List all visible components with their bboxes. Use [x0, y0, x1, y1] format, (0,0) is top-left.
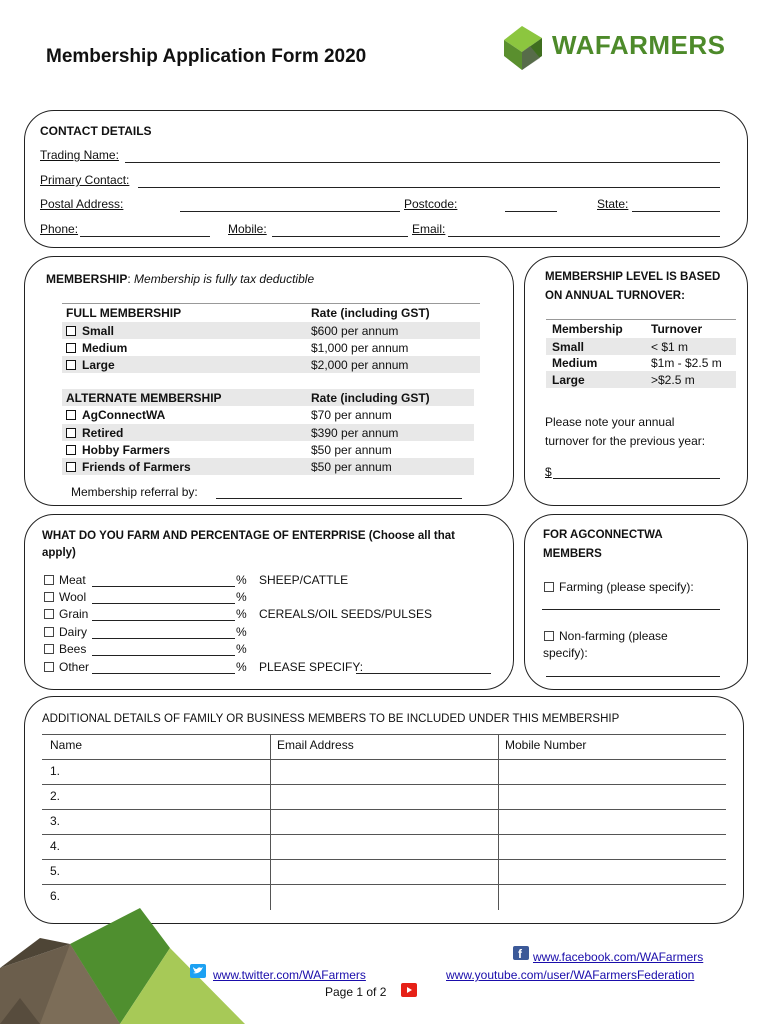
alt-rate-retired: $390 per annum [311, 426, 399, 440]
checkbox-icon[interactable] [544, 582, 554, 592]
additional-heading: ADDITIONAL DETAILS OF FAMILY OR BUSINESS MEMBERS TO BE INCLUDED UNDER THIS MEMBERSHIP [42, 713, 620, 725]
col-mobile: Mobile Number [505, 738, 587, 752]
level-row-small: Small [552, 340, 585, 354]
table-row[interactable]: 6. [50, 889, 61, 903]
alt-membership-header: ALTERNATE MEMBERSHIP [66, 391, 222, 405]
full-item-large[interactable]: Large [66, 358, 115, 372]
trading-name-label: Trading Name: [40, 148, 119, 162]
membership-heading-sep: : [127, 272, 131, 286]
full-rate-large: $2,000 per annum [311, 358, 409, 372]
level-turnover-large: >$2.5 m [651, 373, 695, 387]
farm-item-grain[interactable]: Grain [44, 607, 88, 621]
table-row[interactable]: 4. [50, 839, 61, 853]
col-name: Name [50, 738, 83, 752]
farm-item-other[interactable]: Other [44, 660, 89, 674]
email-field[interactable] [448, 236, 720, 237]
membership-heading-row [46, 272, 314, 286]
membership-note: Membership is fully tax deductible [134, 272, 315, 286]
youtube-icon[interactable] [401, 983, 417, 997]
turnover-note-1: Please note your annual [545, 415, 675, 429]
logo-text: WAFARMERS [552, 30, 726, 60]
checkbox-icon[interactable] [66, 428, 76, 438]
checkbox-icon[interactable] [66, 410, 76, 420]
alt-rate-friends-of-farmers: $50 per annum [311, 460, 392, 474]
full-membership-header: FULL MEMBERSHIP [66, 306, 182, 320]
table-row[interactable]: 3. [50, 814, 61, 828]
checkbox-icon[interactable] [44, 609, 54, 619]
farm-pct-bees[interactable] [92, 655, 235, 656]
table-row[interactable]: 1. [50, 764, 61, 778]
postal-address-field[interactable] [180, 211, 400, 212]
checkbox-icon[interactable] [44, 627, 54, 637]
percent-sign: % [236, 642, 247, 656]
percent-sign: % [236, 573, 247, 587]
state-label: State: [597, 197, 629, 211]
agconnect-nonfarming-2: specify): [543, 646, 588, 660]
agconnect-farming[interactable]: Farming (please specify): [544, 580, 694, 594]
full-rate-header: Rate (including GST) [311, 306, 430, 320]
sheep-cattle-label: SHEEP/CATTLE [259, 573, 349, 587]
page-title: Membership Application Form 2020 [46, 46, 367, 67]
referral-field[interactable] [216, 498, 462, 499]
level-turnover-small: < $1 m [651, 340, 689, 354]
percent-sign: % [236, 660, 247, 674]
phone-field[interactable] [80, 236, 210, 237]
svg-text:f: f [518, 947, 522, 960]
checkbox-icon[interactable] [544, 631, 554, 641]
twitter-icon[interactable] [190, 964, 206, 978]
agconnect-heading-1: FOR AGCONNECTWA [543, 529, 663, 541]
phone-label: Phone: [40, 222, 79, 236]
farm-pct-meat[interactable] [92, 586, 235, 587]
alt-item-agconnectwa[interactable]: AgConnectWA [66, 408, 165, 422]
alt-item-friends-of-farmers[interactable]: Friends of Farmers [66, 460, 191, 474]
farm-item-dairy[interactable]: Dairy [44, 625, 87, 639]
state-field[interactable] [632, 211, 720, 212]
turnover-note-2: turnover for the previous year: [545, 434, 706, 448]
checkbox-icon[interactable] [66, 462, 76, 472]
farm-pct-grain[interactable] [92, 620, 235, 621]
please-specify-label: PLEASE SPECIFY: [259, 660, 364, 674]
agconnect-nonfarming[interactable]: Non-farming (please [544, 629, 668, 643]
postcode-field[interactable] [505, 211, 557, 212]
checkbox-icon[interactable] [66, 360, 76, 370]
page-number: Page 1 of 2 [325, 985, 387, 999]
level-row-medium: Medium [552, 356, 598, 370]
level-heading-1: MEMBERSHIP LEVEL IS BASED [545, 271, 721, 283]
cereals-label: CEREALS/OIL SEEDS/PULSES [259, 607, 432, 621]
level-col-turnover: Turnover [651, 322, 703, 336]
table-row[interactable]: 5. [50, 864, 61, 878]
level-heading-2: ON ANNUAL TURNOVER: [545, 290, 685, 302]
postal-address-label: Postal Address: [40, 197, 124, 211]
percent-sign: % [236, 607, 247, 621]
farm-heading-2: apply) [42, 547, 76, 559]
nonfarming-specify-field[interactable] [546, 676, 720, 677]
contact-heading: CONTACT DETAILS [40, 124, 152, 138]
farm-item-wool[interactable]: Wool [44, 590, 86, 604]
mobile-field[interactable] [272, 236, 408, 237]
col-email: Email Address [277, 738, 354, 752]
checkbox-icon[interactable] [66, 445, 76, 455]
checkbox-icon[interactable] [44, 575, 54, 585]
alt-item-hobby-farmers[interactable]: Hobby Farmers [66, 443, 170, 457]
youtube-link[interactable]: www.youtube.com/user/WAFarmersFederation [446, 968, 695, 982]
turnover-field[interactable] [553, 478, 720, 479]
trading-name-field[interactable] [125, 162, 720, 163]
footer-decoration [0, 908, 250, 1024]
percent-sign: % [236, 590, 247, 604]
full-item-small[interactable]: Small [66, 324, 114, 338]
level-turnover-medium: $1m - $2.5 m [651, 356, 722, 370]
alt-rate-agconnectwa: $70 per annum [311, 408, 392, 422]
turnover-dollar: $ [545, 465, 552, 479]
full-rate-small: $600 per annum [311, 324, 399, 338]
referral-label: Membership referral by: [71, 485, 198, 499]
alt-rate-header: Rate (including GST) [311, 391, 430, 405]
farm-item-meat[interactable]: Meat [44, 573, 86, 587]
alt-item-retired[interactable]: Retired [66, 426, 123, 440]
farm-pct-wool[interactable] [92, 603, 235, 604]
checkbox-icon[interactable] [66, 343, 76, 353]
percent-sign: % [236, 625, 247, 639]
level-col-membership: Membership [552, 322, 623, 336]
twitter-link[interactable]: www.twitter.com/WAFarmers [213, 968, 366, 982]
full-rate-medium: $1,000 per annum [311, 341, 409, 355]
facebook-link[interactable]: www.facebook.com/WAFarmers [533, 950, 704, 964]
farm-pct-other[interactable] [92, 673, 235, 674]
farm-heading-1: WHAT DO YOU FARM AND PERCENTAGE OF ENTERPRISE (Choose all that [42, 530, 455, 542]
checkbox-icon[interactable] [44, 662, 54, 672]
primary-contact-label: Primary Contact: [40, 173, 130, 187]
table-row[interactable]: 2. [50, 789, 61, 803]
please-specify-field[interactable] [356, 673, 491, 674]
farm-item-bees[interactable]: Bees [44, 642, 86, 656]
full-item-medium[interactable]: Medium [66, 341, 127, 355]
checkbox-icon[interactable] [44, 592, 54, 602]
primary-contact-field[interactable] [138, 187, 720, 188]
postcode-label: Postcode: [404, 197, 458, 211]
mobile-label: Mobile: [228, 222, 267, 236]
checkbox-icon[interactable] [66, 326, 76, 336]
farm-pct-dairy[interactable] [92, 638, 235, 639]
farming-specify-field[interactable] [542, 609, 720, 610]
email-label: Email: [412, 222, 446, 236]
wafarmers-logo [500, 18, 730, 76]
facebook-icon[interactable] [513, 946, 529, 960]
level-row-large: Large [552, 373, 585, 387]
agconnect-heading-2: MEMBERS [543, 548, 602, 560]
checkbox-icon[interactable] [44, 644, 54, 654]
membership-heading: MEMBERSHIP [46, 272, 128, 286]
additional-details-section [24, 696, 744, 924]
alt-rate-hobby-farmers: $50 per annum [311, 443, 392, 457]
